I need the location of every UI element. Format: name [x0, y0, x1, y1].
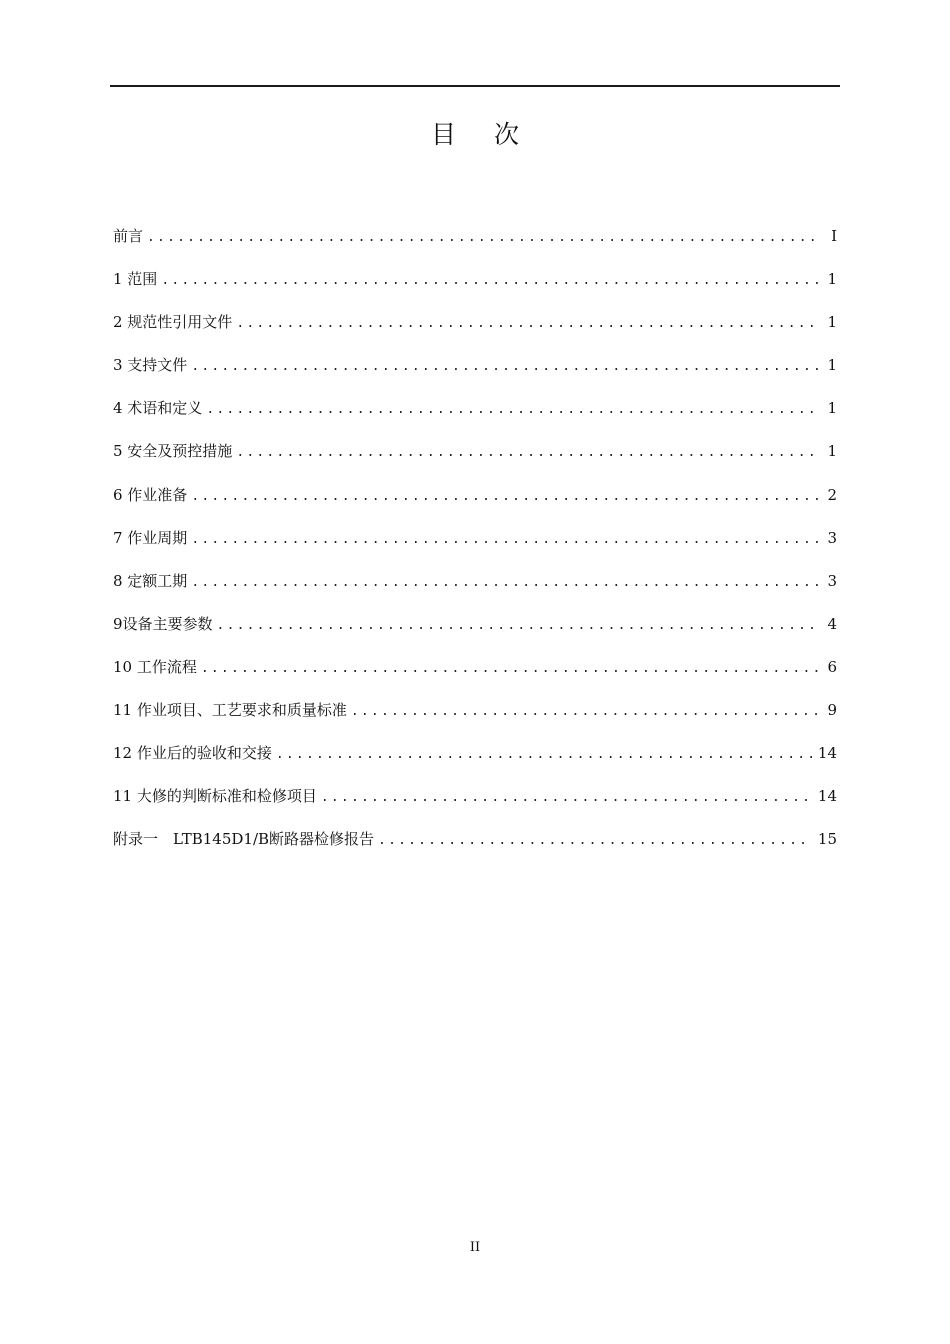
toc-entry-supporting-documents[interactable]	[113, 353, 837, 396]
toc-entry-rated-duration[interactable]	[113, 569, 837, 612]
toc-entry-work-cycle[interactable]	[113, 526, 837, 569]
toc-entry-page: 6	[827, 657, 837, 676]
toc-entry-label: 2 规范性引用文件	[113, 313, 233, 332]
dot-leader	[201, 657, 821, 681]
toc-entry-label: 5 安全及预控措施	[113, 442, 233, 461]
toc-entry-label: 8 定额工期	[113, 571, 188, 590]
dot-leader	[206, 398, 821, 422]
toc-entry-scope[interactable]	[113, 267, 837, 310]
toc-entry-work-items-quality[interactable]	[113, 698, 837, 741]
toc-entry-label: 3 支持文件	[113, 356, 188, 375]
table-of-contents	[113, 224, 837, 870]
toc-entry-page: 2	[827, 485, 837, 504]
dot-leader	[236, 312, 821, 336]
toc-title: 目次	[430, 120, 557, 149]
toc-entry-label: 4 术语和定义	[113, 399, 203, 418]
toc-entry-normative-references[interactable]	[113, 310, 837, 353]
toc-entry-page: 1	[827, 313, 837, 332]
toc-entry-equipment-parameters[interactable]	[113, 612, 837, 655]
toc-entry-label: 前言	[113, 227, 144, 245]
toc-entry-acceptance-handover[interactable]	[113, 741, 837, 784]
toc-entry-overhaul-criteria[interactable]	[113, 784, 837, 827]
toc-entry-page: 1	[827, 442, 837, 461]
toc-entry-label: 12 作业后的验收和交接	[113, 744, 272, 763]
page-number: II	[469, 1240, 481, 1255]
toc-entry-page: 14	[817, 744, 837, 763]
toc-entry-page: 4	[827, 614, 837, 633]
toc-entry-label: 附录一 LTB145D1/B断路器检修报告	[113, 830, 375, 849]
toc-entry-page: 9	[827, 701, 837, 720]
dot-leader	[191, 485, 821, 509]
dot-leader	[191, 571, 821, 595]
dot-leader	[276, 743, 812, 767]
toc-entry-page: 14	[817, 787, 837, 806]
toc-entry-safety-measures[interactable]	[113, 439, 837, 482]
dot-leader	[351, 700, 821, 724]
toc-entry-page: 3	[827, 528, 837, 547]
toc-entry-appendix-one[interactable]	[113, 827, 837, 870]
toc-entry-page: 1	[827, 270, 837, 289]
toc-entry-foreword[interactable]	[113, 224, 837, 267]
toc-entry-label: 6 作业准备	[113, 485, 188, 504]
dot-leader	[321, 786, 812, 810]
dot-leader	[161, 269, 821, 293]
toc-entry-label: 11 作业项目、工艺要求和质量标准	[113, 701, 347, 720]
header-rule	[110, 85, 840, 87]
dot-leader	[191, 528, 821, 552]
toc-entry-label: 10 工作流程	[113, 657, 197, 676]
toc-entry-page: I	[831, 227, 837, 245]
toc-entry-page: 15	[817, 830, 837, 849]
dot-leader	[236, 441, 821, 465]
toc-entry-label: 1 范围	[113, 270, 158, 289]
toc-entry-label: 7 作业周期	[113, 528, 188, 547]
toc-entry-label: 11 大修的判断标准和检修项目	[113, 787, 317, 806]
dot-leader	[378, 829, 812, 853]
toc-entry-page: 1	[827, 356, 837, 375]
dot-leader	[217, 614, 821, 638]
toc-entry-label: 9设备主要参数	[113, 614, 213, 633]
dot-leader	[191, 355, 821, 379]
toc-entry-page: 1	[827, 399, 837, 418]
dot-leader	[147, 226, 821, 250]
toc-entry-workflow[interactable]	[113, 655, 837, 698]
toc-entry-page: 3	[827, 571, 837, 590]
toc-entry-work-preparation[interactable]	[113, 483, 837, 526]
toc-entry-terms-definitions[interactable]	[113, 396, 837, 439]
